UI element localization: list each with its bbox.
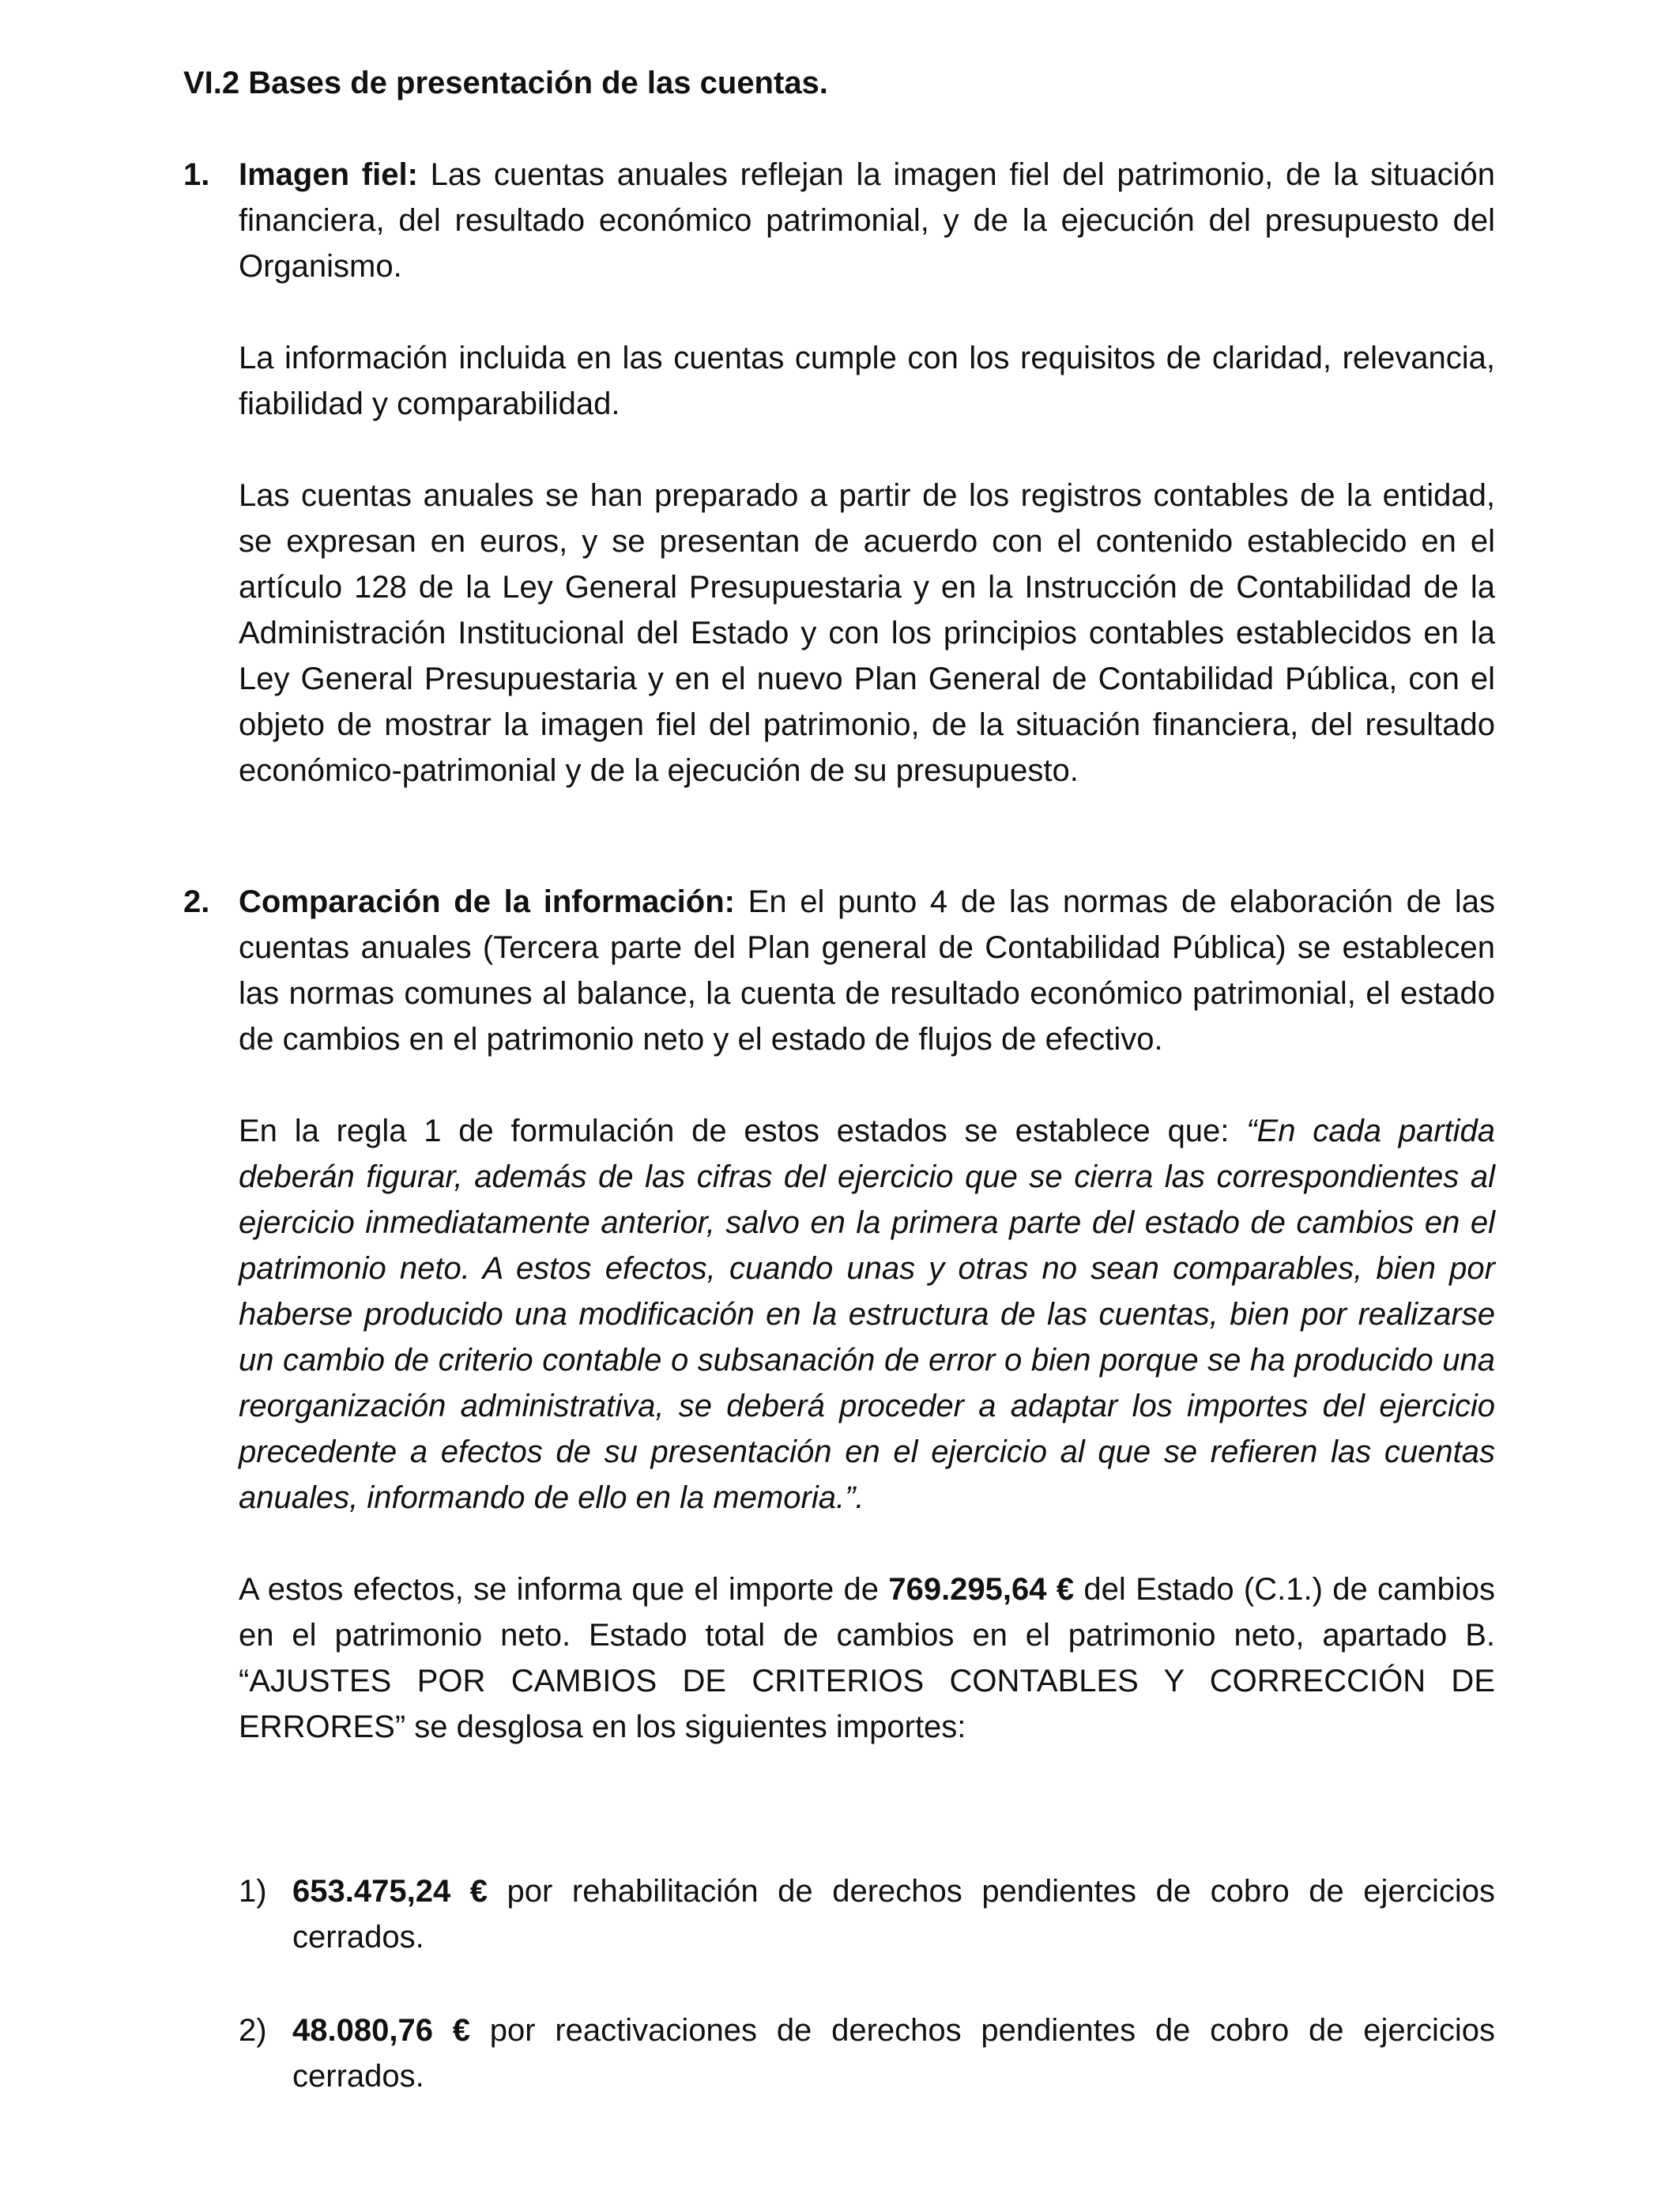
item-body [239, 879, 1495, 1750]
item-body [239, 152, 1495, 794]
section-title: VI.2 Bases de presentación de las cuentas. [183, 66, 828, 100]
sub-item-description: por rehabilitación de derechos pendientes de cobro de ejercicios cerrados. [292, 1874, 1495, 1955]
paragraph [239, 152, 1495, 289]
item-number: 2. [183, 884, 210, 919]
paragraph [239, 1566, 1495, 1750]
sub-item-number: 2) [239, 2013, 267, 2048]
quoted-rule: “En cada partida deberán figurar, además de las cifras del ejercicio que se cierra las correspondientes al ejercicio inmediatamente anterior, salvo en la primera parte del estado de cambios en el patrimonio neto. A estos efectos, cuando unas y otras no sean comparables, bien por haberse producido una modificación en la estructura de las cuentas, bien por realizarse un cambio de criterio contable o subsanación de error o bien porque se ha producido una reorganización administrativa, se deberá proceder a adaptar los importes del ejercicio precedente a efectos de su presentación en el ejercicio al que se refieren las cuentas anuales, informando de ello en la memoria.”. [239, 1114, 1496, 1515]
paragraph: Las cuentas anuales se han preparado a partir de los registros contables de la entidad, se expresan en euros, y se presentan de acuerdo con el contenido establecido en el artículo 128 de la Ley General Presupuestaria y en la Instrucción de Contabilidad de la Administración Institucional del Estado y con los principios contables establecidos en la Ley General Presupuestaria y en el nuevo Plan General de Contabilidad Pública, con el objeto de mostrar la imagen fiel del patrimonio, de la situación financiera, del resultado económico-patrimonial y de la ejecución de su presupuesto. [239, 478, 1495, 788]
total-amount: 769.295,64 € [888, 1572, 1075, 1607]
list-item-imagen-fiel [183, 152, 1495, 794]
item-label: Imagen fiel: [239, 157, 418, 192]
paragraph [239, 879, 1495, 1062]
sub-item-text [292, 2007, 1495, 2099]
sub-item [239, 2007, 1495, 2099]
item-number: 1. [183, 157, 210, 192]
sub-item-number: 1) [239, 1874, 267, 1909]
amount: 48.080,76 € [292, 2013, 470, 2048]
item-label: Comparación de la información: [239, 884, 735, 919]
paragraph-text: del Estado (C.1.) de cambios en el patrimonio neto. Estado total de cambios en el patrimonio neto, apartado B. “AJUSTES POR CAMBIOS DE CRITERIOS CONTABLES Y CORRECCIÓN DE ERRORES” se desglosa en los siguientes importes: [239, 1572, 1495, 1744]
sub-item-text [292, 1868, 1495, 1960]
amount: 653.475,24 € [292, 1874, 488, 1909]
paragraph-text: A estos efectos, se informa que el importe de [239, 1572, 889, 1607]
paragraph-text: En la regla 1 de formulación de estos estados se establece que: [239, 1114, 1247, 1148]
paragraph-text: En el punto 4 de las normas de elaboración de las cuentas anuales (Tercera parte del Plan general de Contabilidad Pública) se establecen las normas comunes al balance, la cuenta de resultado económico patrimonial, el estado de cambios en el patrimonio neto y el estado de flujos de efectivo. [239, 884, 1495, 1057]
paragraph: La información incluida en las cuentas cumple con los requisitos de claridad, relevancia, fiabilidad y comparabilidad. [239, 341, 1495, 421]
sub-item-description: por reactivaciones de derechos pendientes de cobro de ejercicios cerrados. [292, 2013, 1496, 2094]
paragraph-text: Las cuentas anuales reflejan la imagen fiel del patrimonio, de la situación financiera, del resultado económico patrimonial, y de la ejecución del presupuesto del Organismo. [239, 157, 1495, 284]
paragraph [239, 1108, 1495, 1521]
sub-item [239, 1868, 1495, 1960]
list-item-comparacion [183, 879, 1495, 1750]
